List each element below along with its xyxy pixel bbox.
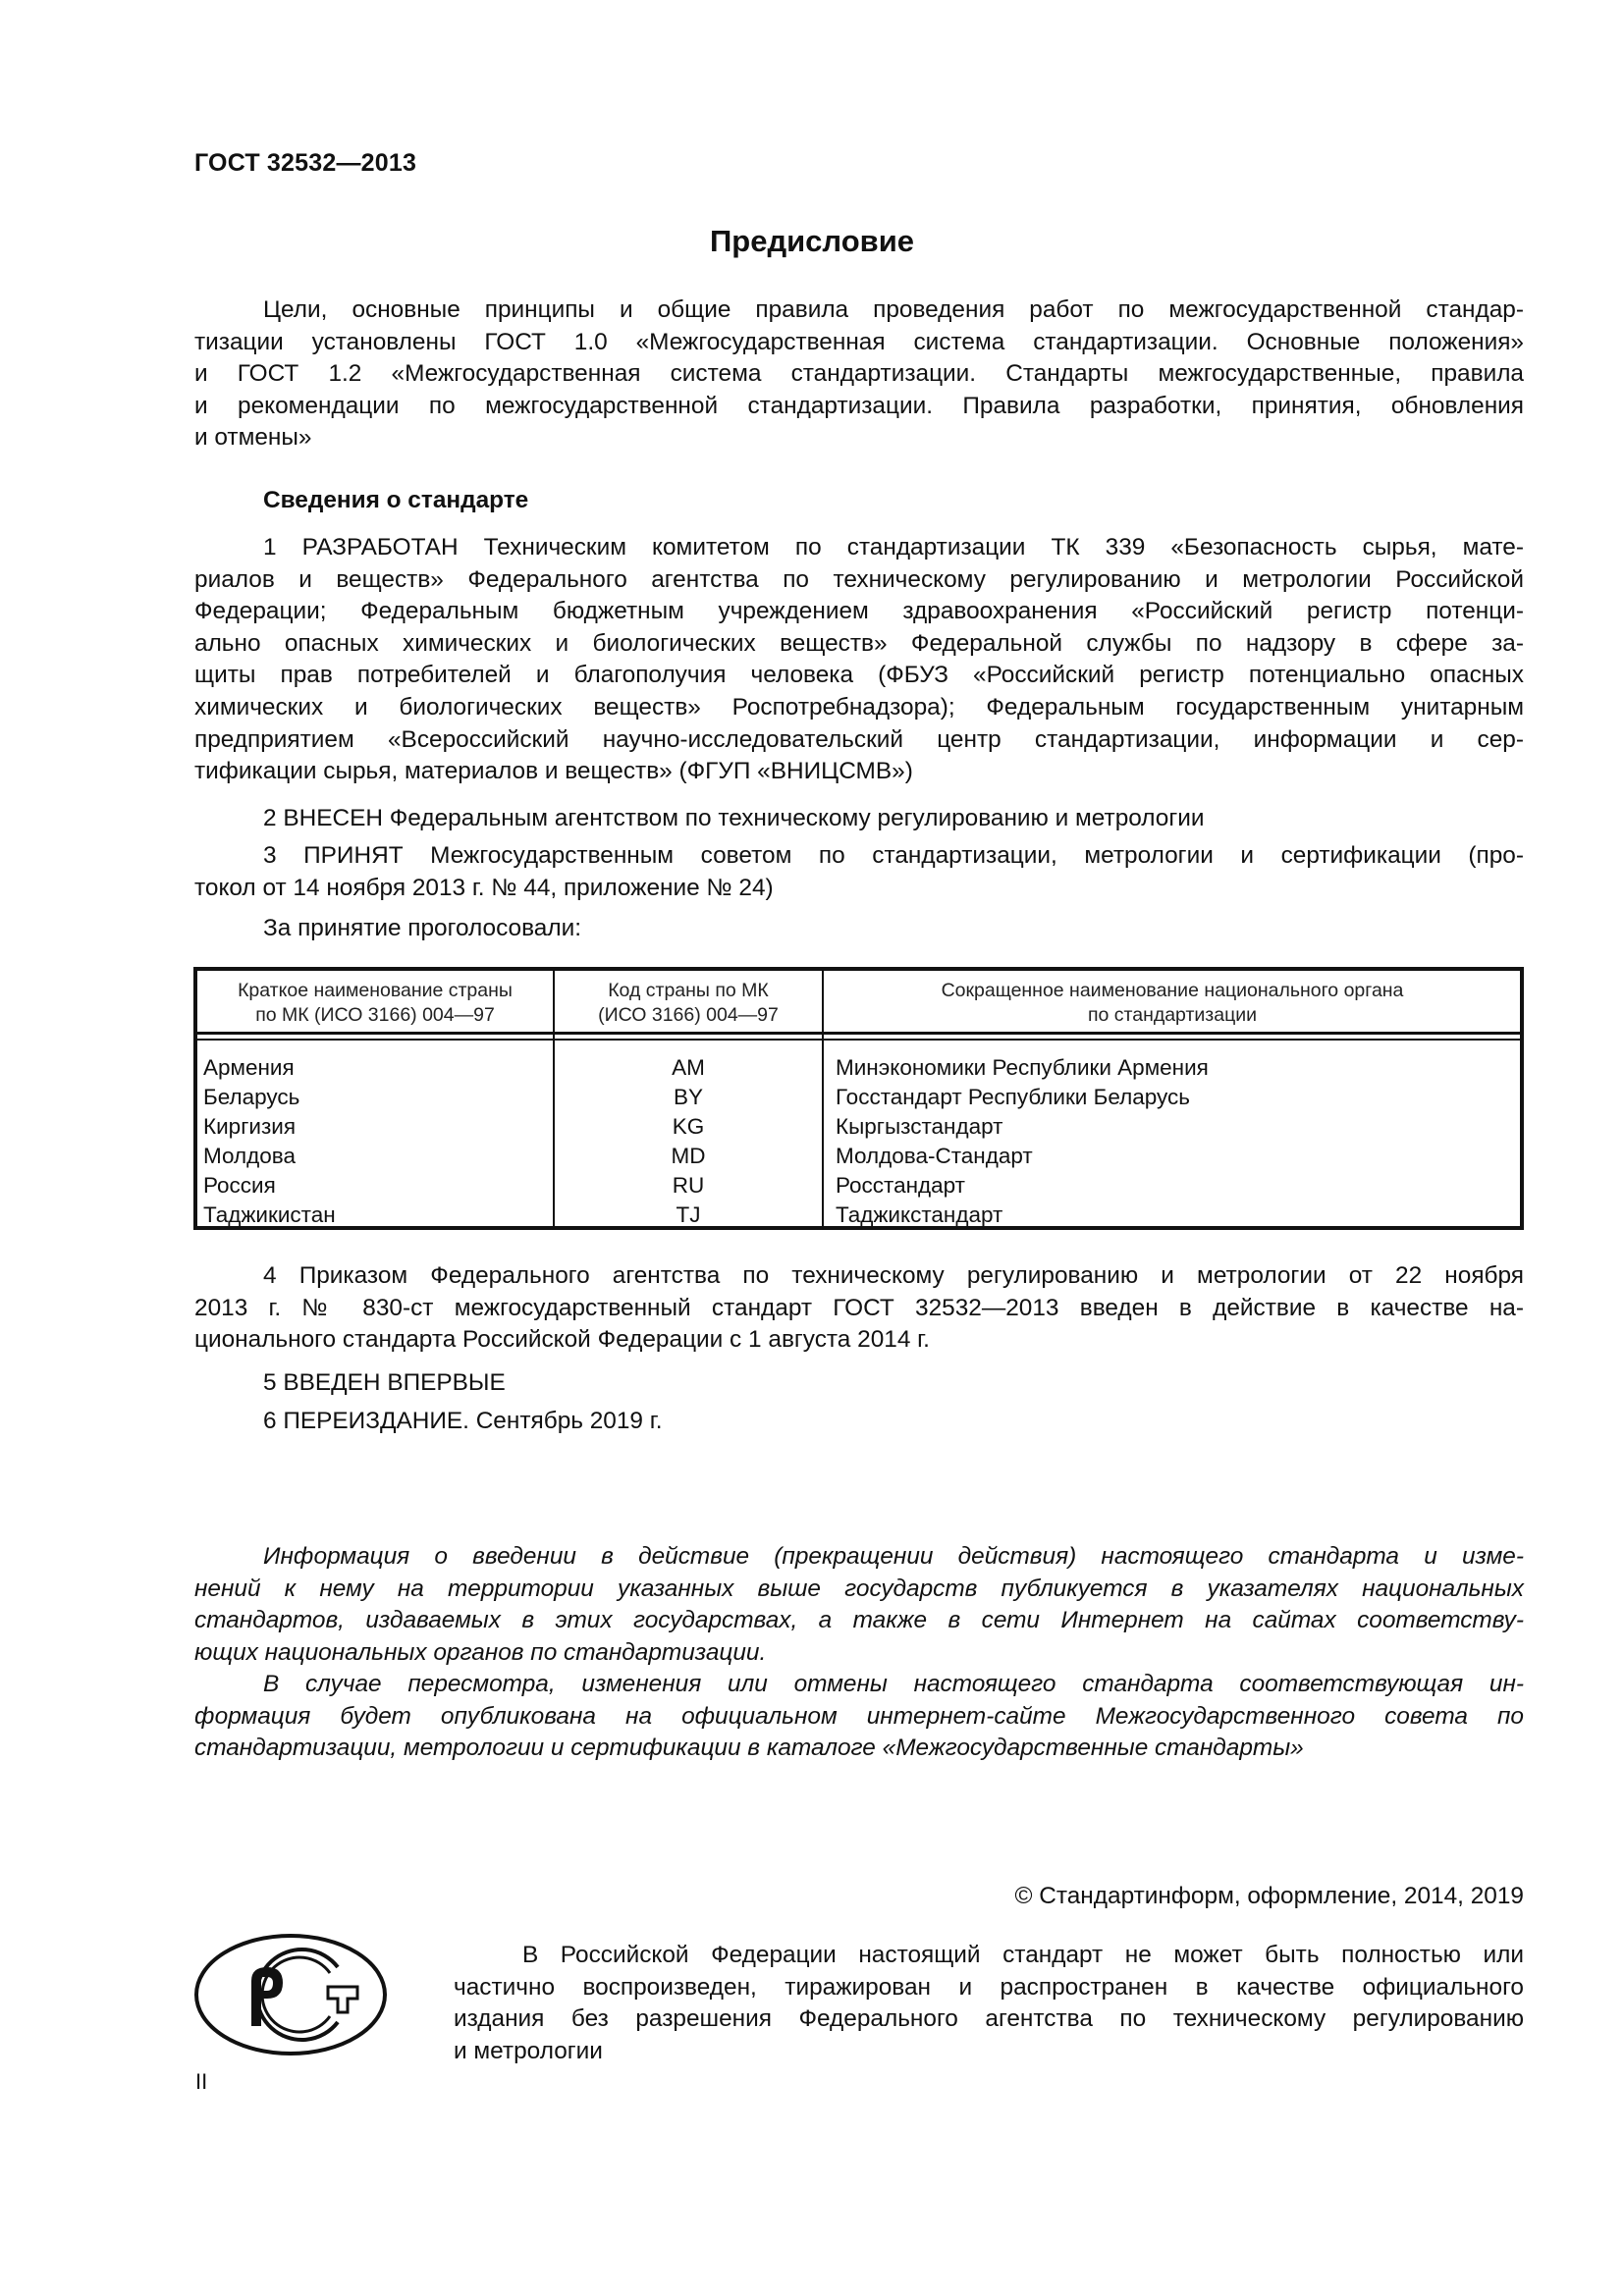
country-cell: Таджикистан [203, 1202, 336, 1227]
item-1 [194, 532, 1524, 788]
item-6-line: 6 ПЕРЕИЗДАНИЕ. Сентябрь 2019 г. [263, 1408, 663, 1434]
item-2 [194, 803, 1524, 835]
italic-line: стандартов, издаваемых в этих государствах, а также в сети Интернет на сайтах соответству- [194, 1607, 1524, 1634]
italic-line: формация будет опубликована на официальном интернет-сайте Межгосударственного совета по [194, 1702, 1524, 1730]
country-column [203, 1053, 547, 1230]
italic-line: стандартизации, метрологии и сертификации в каталоге «Межгосударственные стандарты» [194, 1735, 1304, 1762]
item-3-line: токол от 14 ноября 2013 г. № 44, приложение № 24) [194, 874, 774, 901]
notice-line: частично воспроизведен, тиражирован и распространен в качестве официального [454, 1973, 1524, 2001]
code-cell: KG [672, 1114, 705, 1139]
item-1-line: щиты прав потребителей и благополучия человека (ФБУЗ «Российский регистр потенциально опасных [194, 662, 1524, 689]
header-line: Краткое наименование страны [238, 980, 513, 1001]
copyright-line: © Стандартинформ, оформление, 2014, 2019 [1014, 1883, 1524, 1909]
voting-table [193, 967, 1524, 1230]
intro-line: и отмены» [194, 424, 312, 452]
intro-line: и ГОСТ 1.2 «Межгосударственная система стандартизации. Стандарты межгосударственные, правила [194, 360, 1524, 388]
table-header-code [555, 979, 822, 1028]
item-5-line: 5 ВВЕДЕН ВПЕРВЫЕ [263, 1369, 506, 1396]
code-cell: MD [671, 1144, 706, 1168]
body-cell: Таджикстандарт [836, 1202, 1003, 1227]
country-cell: Киргизия [203, 1114, 297, 1139]
item-4-line: 4 Приказом Федерального агентства по техническому регулированию и метрологии от 22 ноября [263, 1262, 1524, 1289]
body-cell: Минэкономики Республики Армения [836, 1055, 1209, 1080]
body-cell: Росстандарт [836, 1173, 965, 1198]
header-line: по МК (ИСО 3166) 004—97 [255, 1004, 495, 1026]
item-1-line: тификации сырья, материалов и веществ» (ФГУП «ВНИЦСМВ») [194, 758, 913, 785]
table-header-body [824, 979, 1521, 1028]
header-line: по стандартизации [1087, 1004, 1258, 1026]
country-cell: Армения [203, 1055, 295, 1080]
item-4-line: 2013 г. № 830-ст межгосударственный стандарт ГОСТ 32532—2013 введен в действие в качестве на- [194, 1294, 1524, 1321]
header-divider [197, 1039, 1520, 1041]
header-divider [197, 1032, 1520, 1035]
italic-note-1 [194, 1541, 1524, 1669]
item-3 [194, 840, 1524, 904]
item-4 [194, 1260, 1524, 1357]
header-line: Код страны по МК [608, 980, 769, 1001]
intro-line: и рекомендации по межгосударственной стандартизации. Правила разработки, принятия, обновления [194, 392, 1524, 419]
country-cell: Россия [203, 1173, 276, 1198]
copyright-notice [454, 1940, 1524, 2067]
italic-line: Информация о введении в действие (прекращении действия) настоящего стандарта и изме- [263, 1543, 1524, 1570]
item-1-line: ально опасных химических и биологических веществ» Федеральной службы по надзору в сфере за- [194, 629, 1524, 657]
gost-r-rst-logo-icon [192, 1932, 389, 2057]
italic-line: ющих национальных органов по стандартизации. [194, 1638, 767, 1666]
country-cell: Молдова [203, 1144, 296, 1168]
code-column [555, 1053, 822, 1230]
item-1-line: риалов и веществ» Федерального агентства по техническому регулированию и метрологии Российской [194, 565, 1524, 593]
item-3-line: 3 ПРИНЯТ Межгосударственным советом по стандартизации, метрологии и сертификации (про- [263, 842, 1524, 869]
country-cell: Беларусь [203, 1085, 300, 1109]
document-code: ГОСТ 32532—2013 [194, 149, 417, 177]
table-header-country [197, 979, 553, 1028]
header-line: Сокращенное наименование национального органа [941, 980, 1404, 1001]
section-heading: Сведения о стандарте [263, 487, 529, 513]
code-cell: BY [673, 1085, 703, 1109]
body-cell: Госстандарт Республики Беларусь [836, 1085, 1191, 1109]
code-cell: AM [672, 1055, 705, 1080]
voted-label [194, 913, 1524, 945]
header-line: (ИСО 3166) 004—97 [598, 1004, 779, 1026]
italic-line: В случае пересмотра, изменения или отмены настоящего стандарта соответствующая ин- [263, 1671, 1524, 1697]
intro-line: тизации установлены ГОСТ 1.0 «Межгосударственная система стандартизации. Основные положения» [194, 328, 1524, 355]
notice-line: В Российской Федерации настоящий стандарт не может быть полностью или [522, 1942, 1524, 1968]
item-2-line: 2 ВНЕСЕН Федеральным агентством по техническому регулированию и метрологии [263, 805, 1205, 831]
body-cell: Молдова-Стандарт [836, 1144, 1033, 1168]
item-5 [194, 1367, 1524, 1400]
italic-line: нений к нему на территории указанных выше государств публикуется в указателях национальных [194, 1575, 1524, 1602]
code-cell: RU [672, 1173, 705, 1198]
body-column [836, 1053, 1513, 1230]
notice-line: и метрологии [454, 2037, 603, 2064]
item-4-line: ционального стандарта Российской Федерации с 1 августа 2014 г. [194, 1326, 930, 1354]
code-cell: TJ [676, 1202, 701, 1227]
item-1-line: Федерации; Федеральным бюджетным учреждением здравоохранения «Российский регистр потенци- [194, 598, 1524, 625]
voted-label-text: За принятие проголосовали: [263, 915, 581, 941]
item-6 [194, 1406, 1524, 1438]
notice-line: издания без разрешения Федерального агентства по техническому регулированию [454, 2005, 1524, 2033]
body-cell: Кыргызстандарт [836, 1114, 1003, 1139]
intro-paragraph [194, 294, 1524, 454]
page-number: II [195, 2069, 208, 2094]
item-1-line: 1 РАЗРАБОТАН Техническим комитетом по стандартизации ТК 339 «Безопасность сырья, мате- [263, 534, 1524, 561]
intro-line: Цели, основные принципы и общие правила проведения работ по межгосударственной стандар- [263, 296, 1524, 323]
italic-note-2 [194, 1669, 1524, 1765]
page-title: Предисловие [709, 224, 914, 258]
item-1-line: предприятием «Всероссийский научно-исследовательский центр стандартизации, информации и сер- [194, 725, 1524, 753]
item-1-line: химических и биологических веществ» Роспотребнадзора); Федеральным государственным унитарным [194, 693, 1524, 721]
